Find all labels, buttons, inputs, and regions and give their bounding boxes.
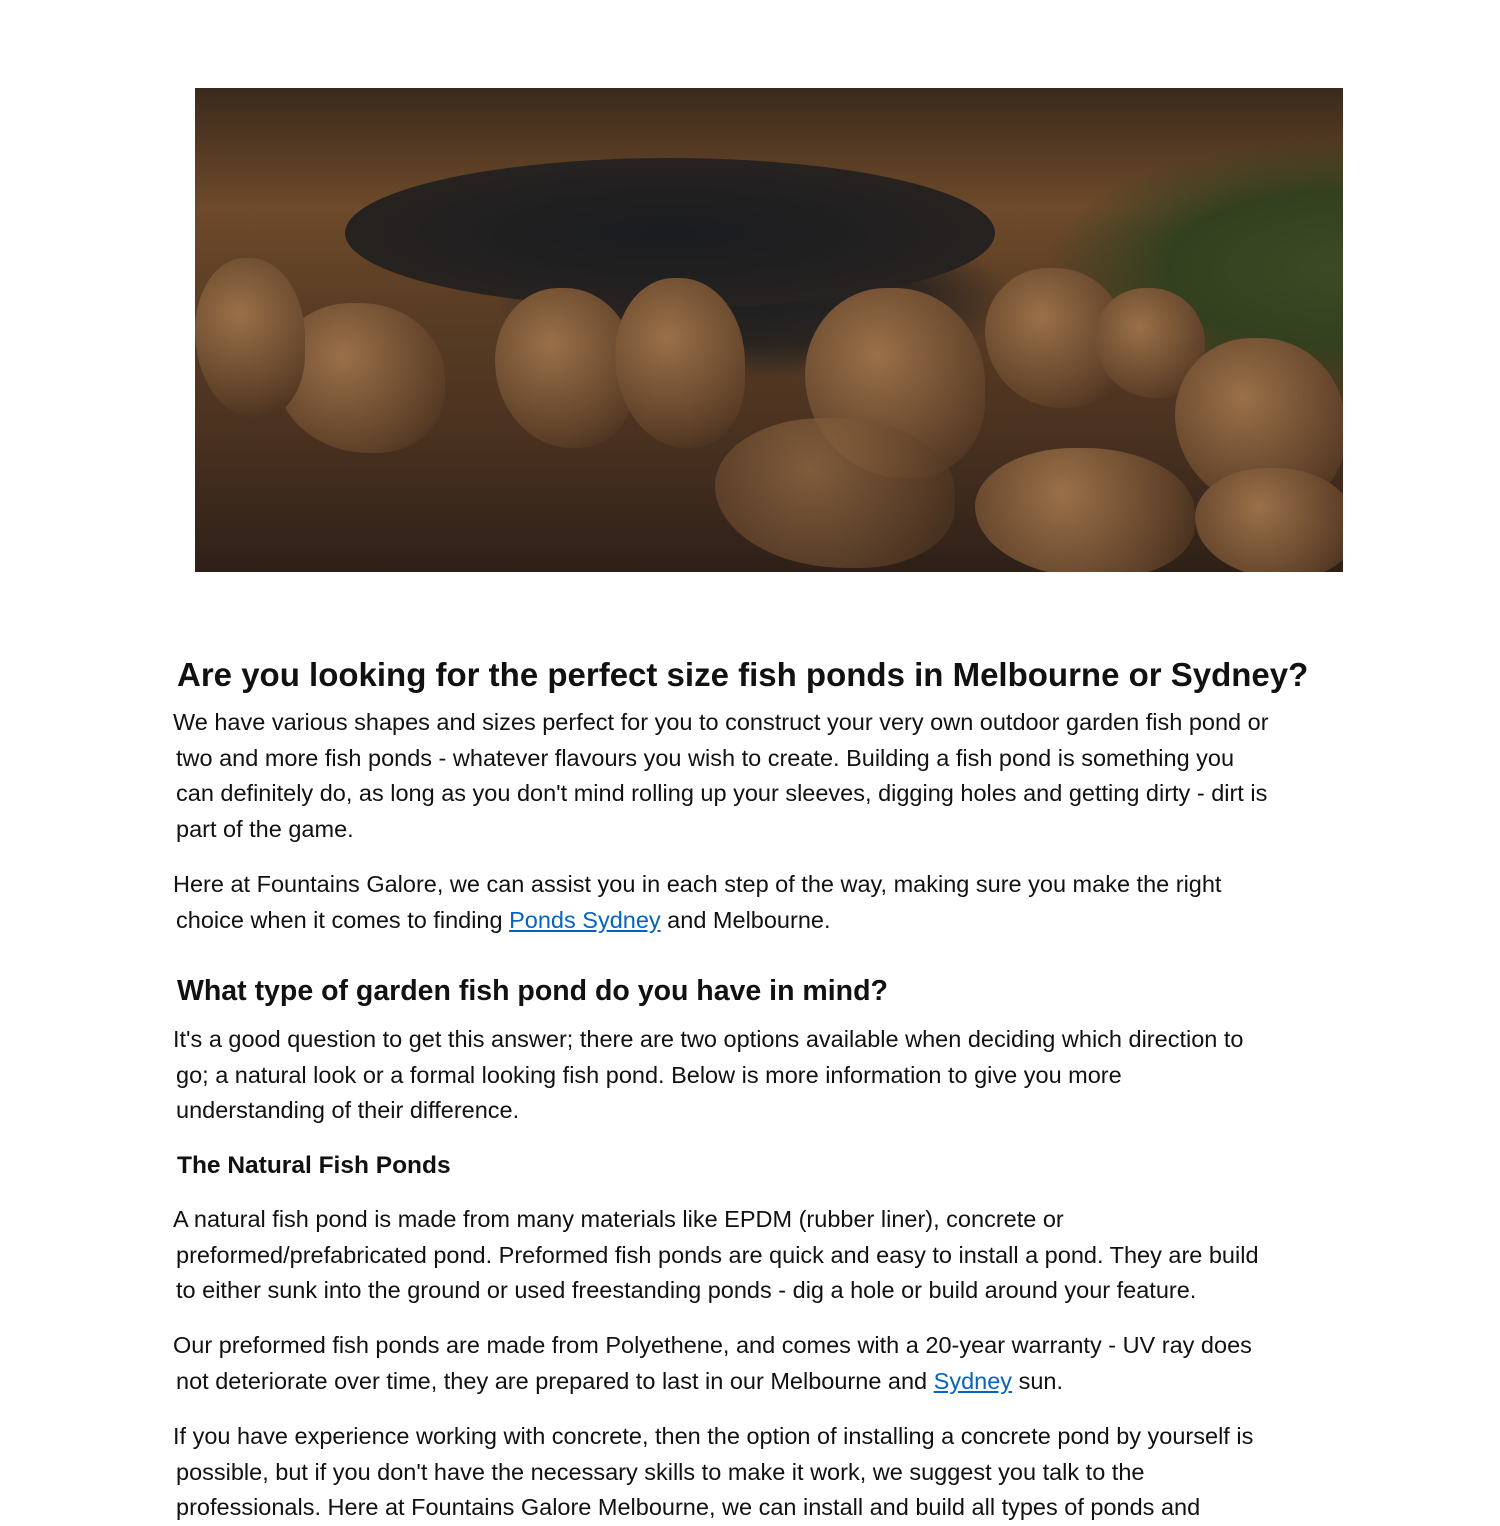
text-line: A natural fish pond is made from many materials like EPDM (rubber liner), concrete or	[173, 1206, 1064, 1232]
text-line: preformed/prefabricated pond. Preformed fish ponds are quick and easy to install a pond. They are build	[176, 1241, 1259, 1268]
heading-perfect-size: Are you looking for the perfect size fish ponds in Melbourne or Sydney?	[177, 656, 1309, 693]
text: not deteriorate over time, they are prepared to last in our Melbourne and	[176, 1367, 934, 1394]
sydney-link[interactable]: Sydney	[933, 1367, 1013, 1394]
text-line: We have various shapes and sizes perfect for you to construct your very own outdoor garden fish pond or	[173, 709, 1269, 735]
text-line: professionals. Here at Fountains Galore Melbourne, we can install and build all types of ponds and	[176, 1494, 1201, 1520]
text-line: two and more fish ponds - whatever flavours you wish to create. Building a fish pond is something you	[176, 744, 1235, 771]
ponds-sydney-link[interactable]: Ponds Sydney	[509, 906, 661, 933]
text-line: If you have experience working with concrete, then the option of installing a concrete pond by yourself is	[173, 1423, 1254, 1449]
text-line: can definitely do, as long as you don't mind rolling up your sleeves, digging holes and getting dirty - dirt is	[176, 780, 1268, 806]
hero-image	[195, 88, 1343, 572]
text-line: Here at Fountains Galore, we can assist you in each step of the way, making sure you make the right	[173, 871, 1222, 897]
text: choice when it comes to finding	[176, 906, 510, 933]
paragraph-intro	[173, 705, 1343, 847]
text-line	[173, 1364, 1343, 1400]
text-line: possible, but if you don't have the necessary skills to make it work, we suggest you talk to the	[176, 1458, 1145, 1485]
text-line: to either sunk into the ground or used freestanding ponds - dig a hole or build around your feature.	[176, 1277, 1197, 1303]
text: and Melbourne.	[660, 906, 831, 933]
heading-pond-type: What type of garden fish pond do you have in mind?	[177, 975, 888, 1007]
paragraph-fountains-galore	[173, 867, 1343, 938]
text-line: Our preformed fish ponds are made from Polyethene, and comes with a 20-year warranty - UV ray does	[173, 1332, 1252, 1358]
paragraph-options	[173, 1022, 1343, 1129]
text-line: understanding of their difference.	[176, 1097, 520, 1123]
text-line: It's a good question to get this answer; there are two options available when deciding which direction to	[173, 1026, 1244, 1052]
text: sun.	[1012, 1367, 1064, 1394]
heading-natural-ponds: The Natural Fish Ponds	[177, 1152, 451, 1179]
text-line: go; a natural look or a formal looking fish pond. Below is more information to give you more	[176, 1061, 1122, 1088]
text-line: part of the game.	[176, 815, 354, 842]
paragraph-preformed	[173, 1328, 1343, 1399]
paragraph-natural	[173, 1202, 1343, 1309]
paragraph-concrete	[173, 1419, 1343, 1526]
text-line	[173, 903, 1343, 939]
